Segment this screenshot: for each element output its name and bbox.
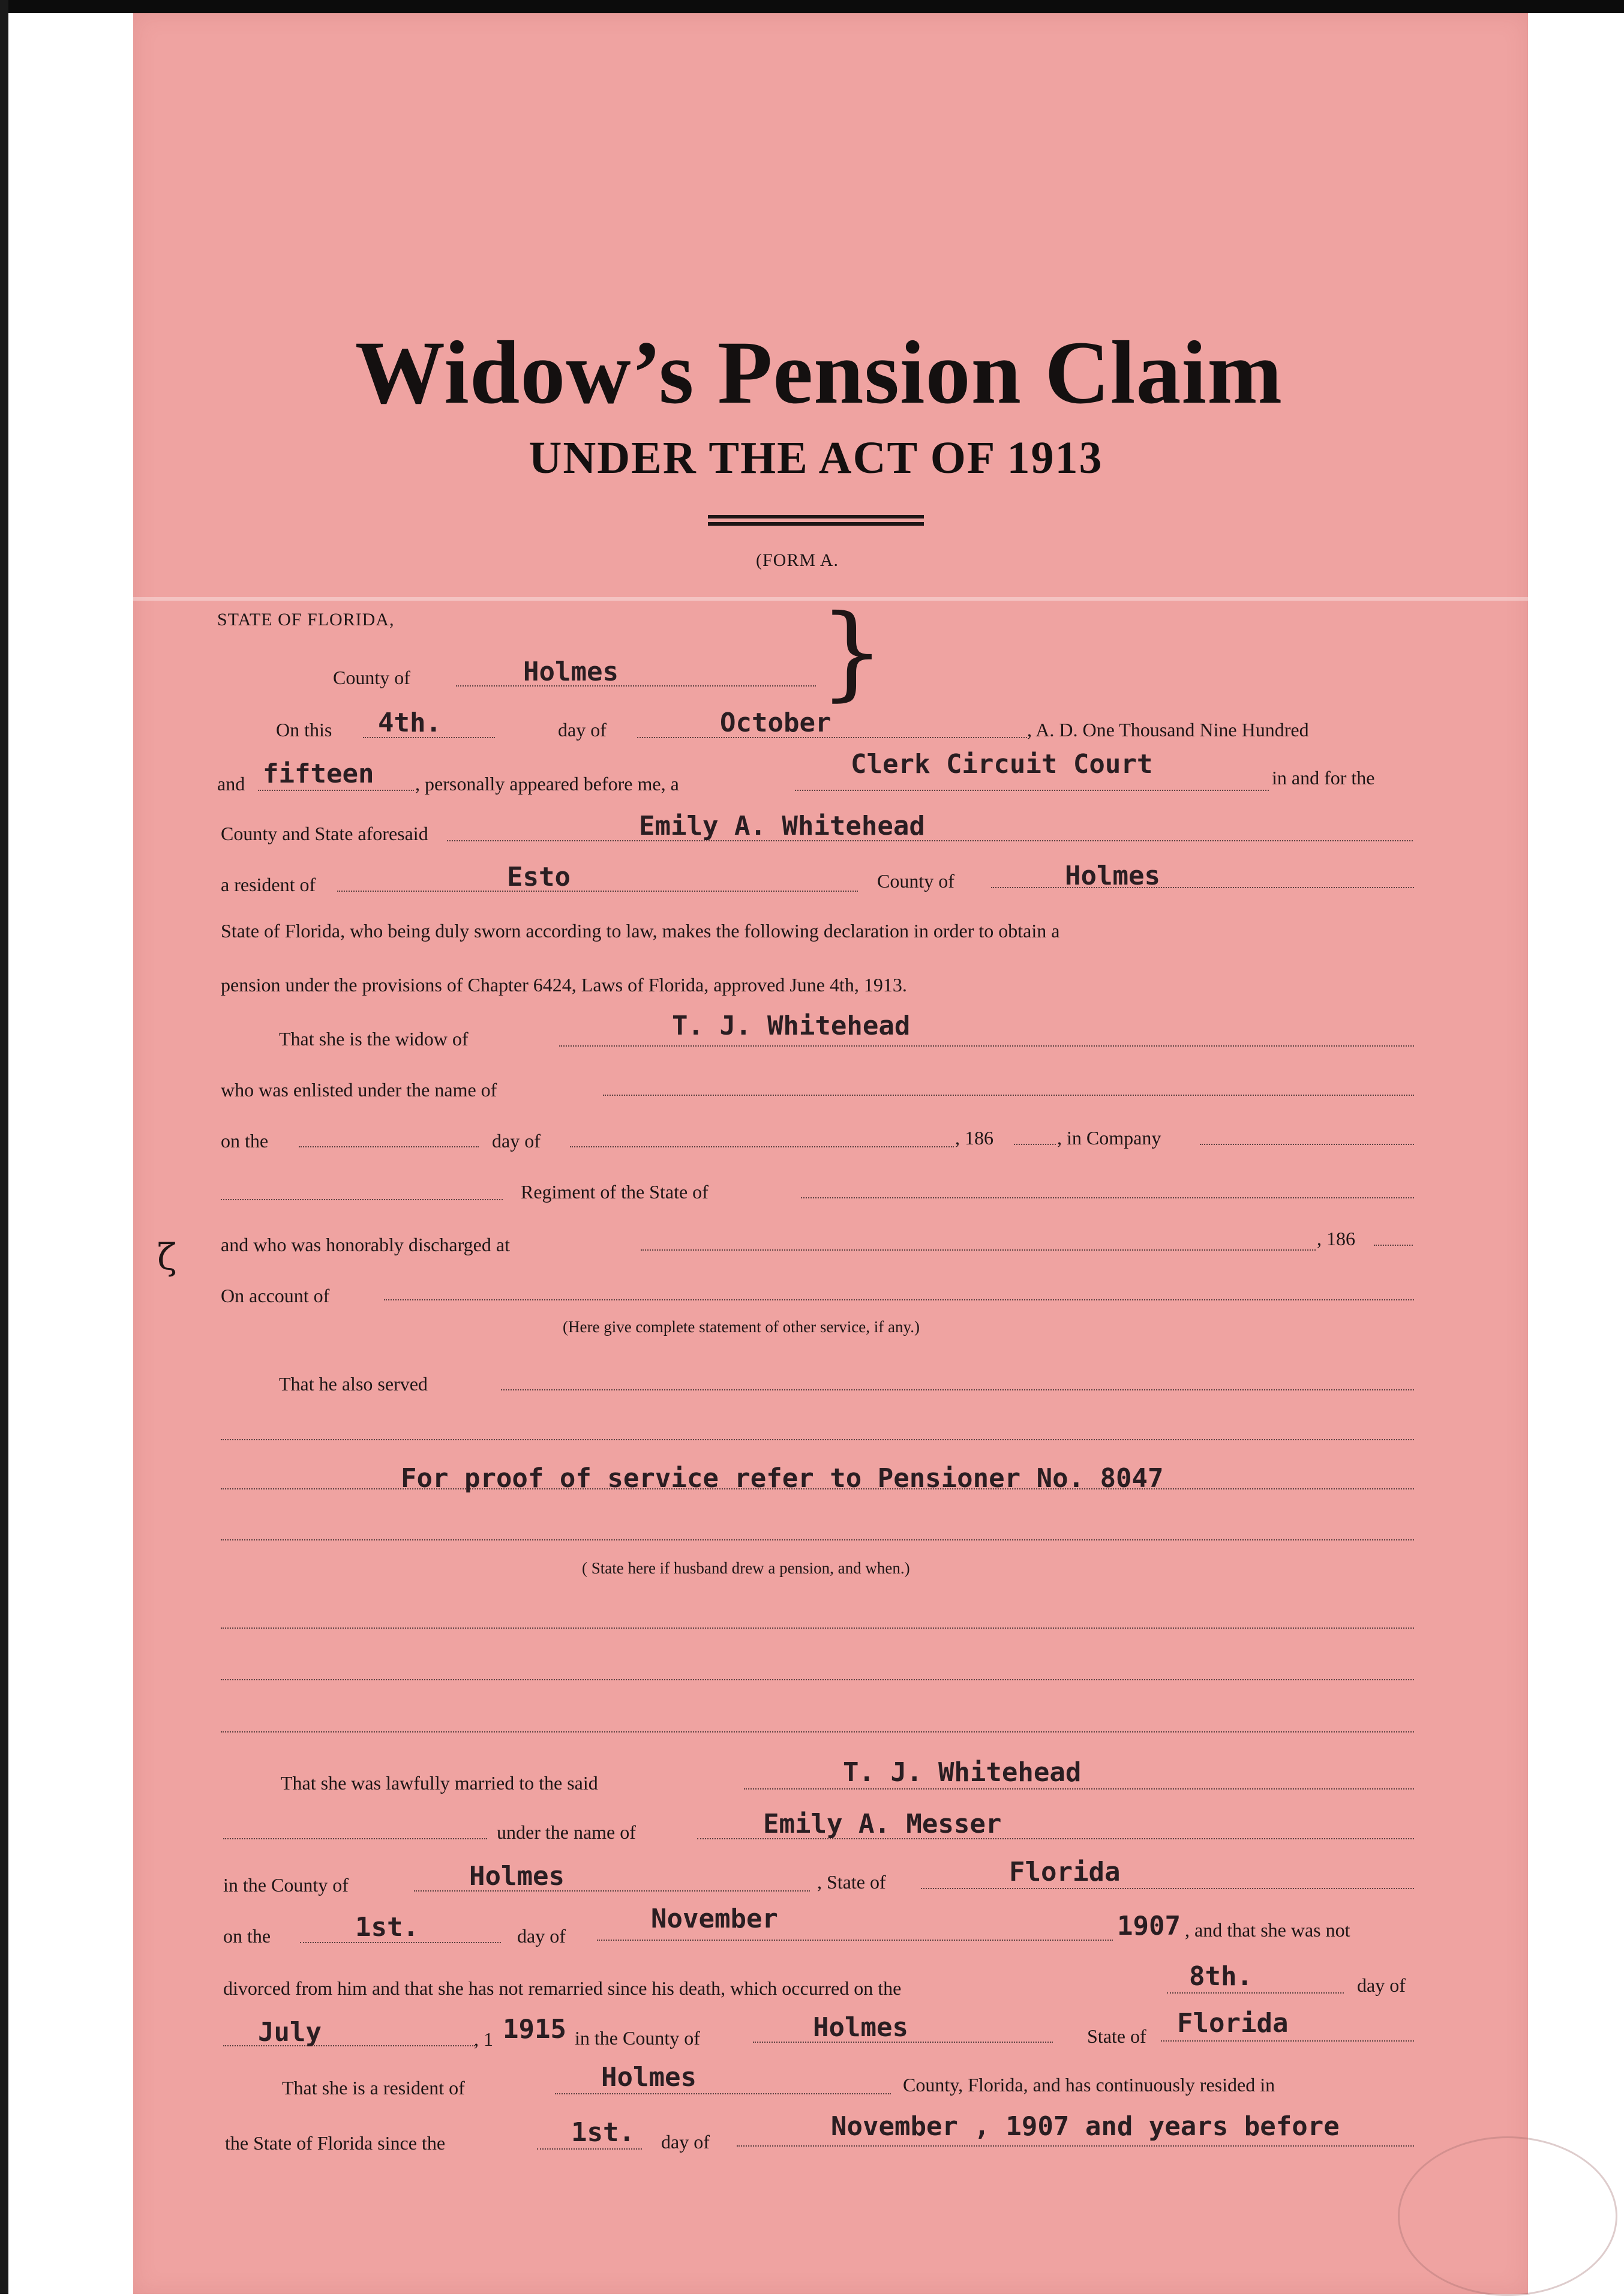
marriage-state-label: , State of [817, 1871, 886, 1893]
also-served-line [501, 1389, 1414, 1390]
resided-label: County, Florida, and has continuously resided in [903, 2074, 1275, 2096]
service-on-the-label: on the [221, 1130, 269, 1152]
since-date-value: November , 1907 and years before [831, 2111, 1340, 2142]
widow-of-label: That she is the widow of [279, 1028, 469, 1050]
since-day-line [537, 2148, 642, 2150]
death-county-value: Holmes [813, 2012, 908, 2043]
residence-county-value: Holmes [1065, 861, 1160, 891]
also-served-line-2 [221, 1439, 1414, 1440]
on-this-label: On this [276, 719, 332, 741]
service-day-line [299, 1146, 479, 1147]
marriage-county-label: in the County of [223, 1874, 349, 1896]
pension-note: ( State here if husband drew a pension, and when.) [582, 1559, 910, 1577]
seal-impression [1398, 2136, 1617, 2296]
resident-label: That she is a resident of [282, 2077, 465, 2099]
pension-line-4 [221, 1731, 1414, 1733]
service-year-line [1014, 1144, 1056, 1145]
husband-name: T. J. Whitehead [672, 1011, 911, 1041]
marriage-county-value: Holmes [469, 1861, 565, 1892]
married-husband-line [744, 1788, 1414, 1790]
on-account-label: On account of [221, 1285, 330, 1306]
since-day-value: 1st. [571, 2117, 635, 2148]
scan-border-top [0, 0, 1624, 13]
scan-border-left [0, 0, 8, 2294]
ad-label: , A. D. One Thousand Nine Hundred [1027, 719, 1309, 741]
discharge-186-label: , 186 [1317, 1228, 1355, 1249]
enlisted-label: who was enlisted under the name of [221, 1079, 497, 1101]
residence-value: Esto [507, 862, 571, 892]
year-line [258, 790, 414, 791]
death-state-value: Florida [1177, 2008, 1289, 2039]
and-label: and [217, 773, 245, 795]
pension-line-3 [221, 1679, 1414, 1680]
proof-of-service: For proof of service refer to Pensioner No. 8047 [401, 1463, 1164, 1494]
form-label: (FORM A. [756, 550, 839, 570]
claimant-line [447, 840, 1413, 841]
venue-brace: } [819, 593, 885, 712]
resident-county-line [555, 2093, 891, 2094]
death-day-value: 8th. [1189, 1961, 1253, 1992]
married-husband-name: T. J. Whitehead [843, 1757, 1082, 1788]
enlisted-line [603, 1095, 1414, 1096]
death-state-label: State of [1087, 2025, 1146, 2047]
year-value: fifteen [263, 759, 374, 789]
marriage-year-value: 1907 [1117, 1911, 1181, 1941]
death-month-value: July [258, 2017, 322, 2048]
pension-line [221, 1539, 1414, 1540]
also-served-label: That he also served [279, 1373, 428, 1395]
since-label: the State of Florida since the [225, 2132, 446, 2154]
discharge-place-line [641, 1249, 1316, 1251]
official-line [795, 790, 1269, 791]
form-title: Widow’s Pension Claim [355, 323, 1283, 422]
not-divorced-label: , and that she was not [1185, 1919, 1350, 1941]
header-rule-bottom [708, 522, 924, 526]
company-line [1200, 1144, 1414, 1145]
official-value: Clerk Circuit Court [851, 749, 1153, 780]
other-service-note: (Here give complete statement of other service, if any.) [563, 1318, 920, 1336]
claimant-name: Emily A. Whitehead [639, 811, 925, 841]
pension-line-2 [221, 1627, 1414, 1629]
county-state-label: County and State aforesaid [221, 823, 428, 844]
marriage-on-the-label: on the [223, 1925, 271, 1947]
resident-of-label: a resident of [221, 874, 316, 895]
state-label: STATE OF FLORIDA, [217, 610, 395, 630]
regiment-label: Regiment of the State of [521, 1181, 709, 1203]
since-day-of-label: day of [661, 2131, 710, 2153]
form-subtitle: UNDER THE ACT OF 1913 [529, 433, 1103, 483]
marriage-month-line [597, 1940, 1113, 1941]
resident-county-value: Holmes [601, 2062, 697, 2093]
death-clause: divorced from him and that she has not remarried since his death, which occurred on the [223, 1977, 902, 1999]
county-value: Holmes [523, 657, 619, 687]
county-of-label: County of [877, 870, 954, 892]
regiment-state-line [801, 1197, 1414, 1198]
month-value: October [720, 708, 831, 738]
in-and-for-label: in and for the [1272, 767, 1375, 789]
declaration-line-2: pension under the provisions of Chapter 6424, Laws of Florida, approved June 4th, 1913. [221, 974, 907, 996]
death-day-line [1167, 1992, 1344, 1994]
margin-mark: ζ [157, 1236, 177, 1278]
county-line [456, 685, 816, 687]
county-label: County of [333, 667, 410, 688]
year-186-label: , 186 [955, 1127, 993, 1149]
company-label: , in Company [1057, 1127, 1161, 1149]
since-date-line [737, 2145, 1414, 2147]
header-rule-top [708, 515, 924, 518]
month-line [637, 737, 1027, 738]
marriage-state-value: Florida [1009, 1857, 1121, 1887]
discharge-year-line [1374, 1245, 1413, 1246]
marriage-month-value: November [651, 1904, 778, 1934]
death-county-label: in the County of [575, 2027, 700, 2049]
residence-county-line [991, 887, 1414, 888]
service-month-line [570, 1146, 954, 1147]
service-day-of-label: day of [492, 1130, 541, 1152]
married-label: That she was lawfully married to the said [281, 1772, 598, 1794]
husband-line [559, 1045, 1414, 1047]
declaration-line-1: State of Florida, who being duly sworn according to law, makes the following declaration in order to obtain a [221, 920, 1060, 942]
regiment-line [221, 1199, 503, 1200]
day-of-label: day of [558, 719, 607, 741]
death-year-prefix: , 1 [474, 2028, 493, 2050]
death-year-value: 1915 [503, 2014, 566, 2045]
name-of-label: under the name of [497, 1821, 636, 1843]
residence-line [337, 891, 858, 892]
day-value: 4th. [378, 708, 442, 738]
on-account-line [384, 1299, 1414, 1300]
marriage-state-line [921, 1888, 1414, 1889]
death-day-of-label: day of [1357, 1974, 1406, 1996]
death-state-line [1161, 2040, 1414, 2042]
discharged-label: and who was honorably discharged at [221, 1234, 510, 1255]
maiden-name: Emily A. Messer [763, 1809, 1002, 1839]
maiden-prefix-line [223, 1838, 487, 1839]
appeared-label: , personally appeared before me, a [415, 773, 679, 795]
marriage-day-value: 1st. [355, 1912, 419, 1943]
marriage-day-of-label: day of [517, 1925, 566, 1947]
